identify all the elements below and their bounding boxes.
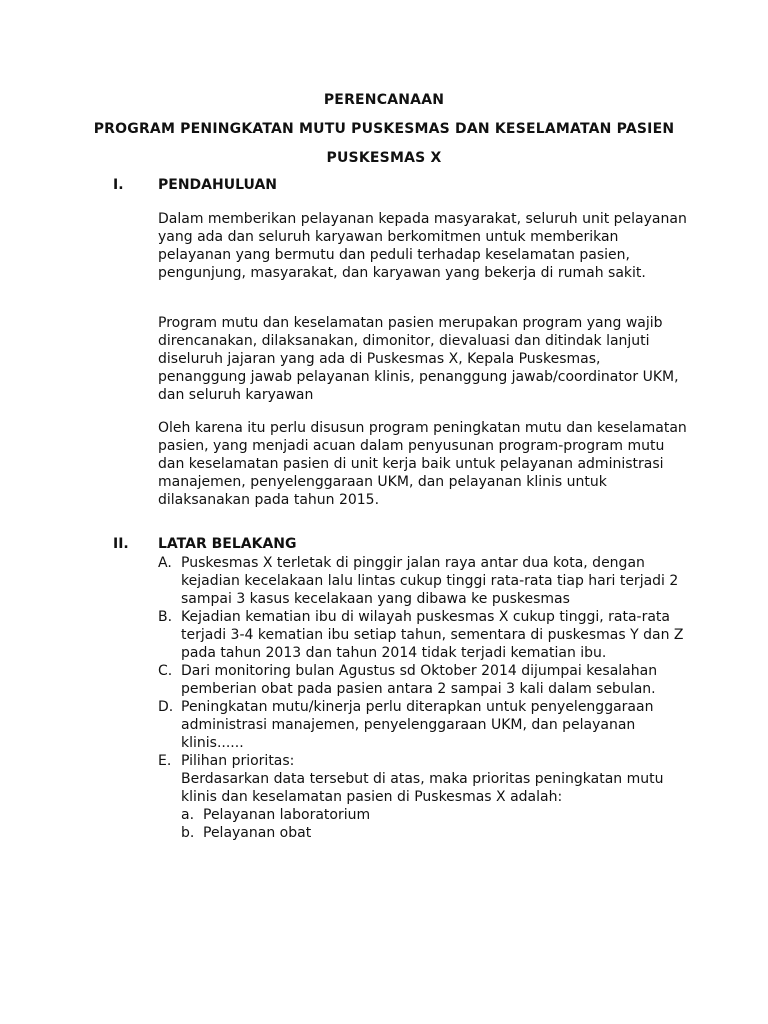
list-marker: E.: [158, 753, 172, 769]
document-organization: PUSKESMAS X: [326, 150, 442, 166]
section-title: LATAR BELAKANG: [158, 536, 297, 552]
priority-intro: Berdasarkan data tersebut di atas, maka prioritas peningkatan mutu klinis dan keselamatan pasien di Puskesmas X adalah:: [181, 771, 664, 805]
section-number: II.: [113, 536, 129, 552]
paragraph: Program mutu dan keselamatan pasien merupakan program yang wajib direncanakan, dilaksanakan, dimonitor, dievaluasi dan ditindak lanjuti diseluruh jajaran yang ada di Puskesmas X, Kepala Puskesmas, penanggung jawab pelayanan klinis, penanggung jawab/coordinator UKM, dan seluruh karyawan: [158, 315, 679, 403]
list-item: [158, 554, 688, 608]
list-item-text: Puskesmas X terletak di pinggir jalan raya antar dua kota, dengan kejadian kecelakaan lalu lintas cukup tinggi rata-rata tiap hari terjadi 2 sampai 3 kasus kecelakaan yang dibawa ke puskesmas: [181, 555, 679, 607]
background-list: [158, 554, 688, 842]
list-item: [158, 752, 688, 842]
list-item: [158, 662, 688, 698]
priority-marker: a.: [181, 807, 195, 823]
list-item-text: Peningkatan mutu/kinerja perlu diterapkan untuk penyelenggaraan administrasi manajemen, penyelenggaraan UKM, dan pelayanan klinis......: [181, 699, 654, 751]
paragraph: Oleh karena itu perlu disusun program peningkatan mutu dan keselamatan pasien, yang menjadi acuan dalam penyusunan program-program mutu dan keselamatan pasien di unit kerja baik untuk pelayanan administrasi manajemen, penyelenggaraan UKM, dan pelayanan klinis untuk dilaksanakan pada tahun 2015.: [158, 420, 687, 508]
priority-item: [181, 806, 688, 824]
document-subtitle: PROGRAM PENINGKATAN MUTU PUSKESMAS DAN KESELAMATAN PASIEN: [93, 121, 675, 137]
section-heading-pendahuluan: [113, 177, 673, 193]
list-item: [158, 698, 688, 752]
priority-block: [181, 752, 688, 842]
list-marker: A.: [158, 555, 172, 571]
priority-text: Pelayanan laboratorium: [203, 807, 371, 823]
list-marker: D.: [158, 699, 174, 715]
list-item: [158, 608, 688, 662]
priority-text: Pelayanan obat: [203, 825, 312, 841]
priority-marker: b.: [181, 825, 195, 841]
list-item-text: Dari monitoring bulan Agustus sd Oktober 2014 dijumpai kesalahan pemberian obat pada pasien antara 2 sampai 3 kali dalam sebulan.: [181, 663, 658, 697]
section-heading-latar-belakang: [113, 536, 673, 552]
list-marker: B.: [158, 609, 173, 625]
list-item-text: Pilihan prioritas:: [181, 753, 295, 769]
priority-item: [181, 824, 688, 842]
list-marker: C.: [158, 663, 173, 679]
section-number: I.: [113, 177, 124, 193]
priority-list: [181, 806, 688, 842]
paragraph: Dalam memberikan pelayanan kepada masyarakat, seluruh unit pelayanan yang ada dan seluruh karyawan berkomitmen untuk memberikan pelayanan yang bermutu dan peduli terhadap keselamatan pasien, pengunjung, masyarakat, dan karyawan yang bekerja di rumah sakit.: [158, 211, 687, 281]
document-title: PERENCANAAN: [323, 92, 445, 108]
list-item-text: Kejadian kematian ibu di wilayah puskesmas X cukup tinggi, rata-rata terjadi 3-4 kematian ibu setiap tahun, sementara di puskesmas Y dan Z pada tahun 2013 dan tahun 2014 tidak terjadi kematian ibu.: [181, 609, 684, 661]
section-title: PENDAHULUAN: [158, 177, 277, 193]
